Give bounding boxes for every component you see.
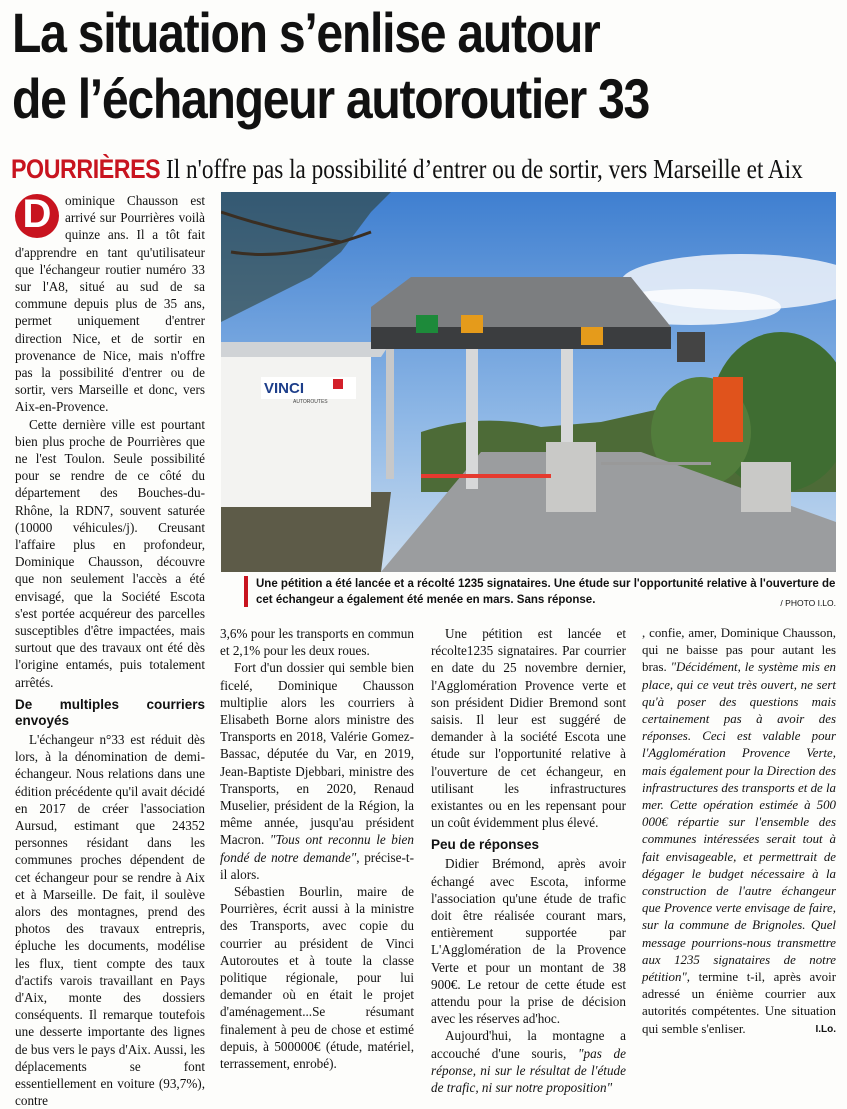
kicker-location: POURRIÈRES (11, 154, 161, 184)
vinci-sign-subtext: AUTOROUTES (293, 399, 328, 405)
paragraph-3: L'échangeur n°33 est réduit dès lors, à la dénomination de demi-échangeur. Nous relations dans une édition précédente qu'il avait décidé en 2017 de créer l'association Aursud, estimant que 24352 personnes résidant dans les communes proches dépendent de cet échangeur pour se rendre à Aix et à Marseille. De fait, il soulève alors des montagnes, prend des photos des travaux entrepris, épluche les documents, modélise les flux, tient compte des taux d'actifs varois travaillant en Pays d'Aix, monte des dossiers conséquents. Il remarque toutefois une desserte importante des lignes de bus vers le pays d'Aix. Aussi, les déplacements se font essentiellement en voiture (93,7%), contre (15, 731, 205, 1109)
section-heading-courriers: De multiples courriers envoyés (15, 696, 205, 728)
article-column-1 (15, 192, 205, 1109)
paragraph-8-end: , termine t-il, après avoir adressé un énième courrier aux autorités compétentes. Une situation qui semble s'enliser. (642, 970, 836, 1036)
article-column-2 (220, 625, 414, 1072)
paragraph-4 (220, 659, 414, 883)
photo-toll-booth (221, 192, 836, 572)
author-signature: I.Lo. (815, 1023, 836, 1035)
vinci-sign-text: VINCI (264, 380, 305, 397)
paragraph-4-end: , précise-t-il alors. (220, 849, 414, 882)
paragraph-8-quote-2: "Décidément, le système mis en place, qui ce veut très ouvert, ne sert qu'à poser des questions mais certainement pas à avoir des réponses. Ceci est valable pour l'Agglomération Provence Verte, mais également pour la Direction des infrastructures des transports et de la mer. Cette opération estimée à 500 000€ répartie sur l'ensemble des communes intéressées serait tout à fait envisageable, et permettrait de dégager le budget nécessaire à la construction de l'autre échangeur que Provence verte envisage de faire, sur la commune de Brignoles. Quel message pourrions-nous transmettre aux 1235 signataires de notre pétition" (642, 660, 836, 985)
subheadline (11, 154, 837, 184)
paragraph-1: ominique Chausson est arrivé sur Pourrières voilà quinze ans. Il a tôt fait d'apprendre en tant qu'utilisateur que l'échangeur routier numéro 33 sur l'A8, situé au sud de sa commune depuis plus de 35 ans, permet uniquement d'entrer direction Nice, et de sortir en provenance de Nice, mais n'offre pas la possibilité d'entrer ou de sortir, vers Marseille et donc, vers Aix-en-Provence. (15, 193, 205, 415)
paragraph-8-text: Aujourd'hui, la montagne a accouché d'une souris, (431, 1028, 626, 1061)
paragraph-4-quote: "Tous ont reconnu le bien fondé de notre demande" (220, 832, 415, 865)
drop-cap: D (15, 194, 59, 238)
paragraph-5: Sébastien Bourlin, maire de Pourrières, écrit aussi à la ministre des Transports, avec copie du courrier au président de Vinci Autoroutes et à toute la classe politique régionale, pour lui demander où en était le projet d'aménagement...Se résumant finalement à peu de chose et estimé depuis, à 500000€ (étude, matériel, terrassement, enrobé). (220, 884, 414, 1072)
article-column-4 (642, 625, 836, 1038)
headline-line-1: La situation s’enlise autour (12, 1, 600, 64)
paragraph-4-text: Fort d'un dossier qui semble bien ficelé, Dominique Chausson multiplie alors les courriers à Elisabeth Borne alors ministre des Transports en 2018, Valérie Gomez-Bassac, députée du Var, en 2019, Jean-Baptiste Djebbari, ministre des Transports, en 2020, Renaud Muselier, président de la Région, la même année, jusqu'au président Macron. (220, 660, 414, 848)
headline-line-2: de l’échangeur autoroutier 33 (12, 67, 650, 130)
paragraph-3-continued: 3,6% pour les transports en commun et 2,1% pour les deux roues. (220, 626, 414, 659)
article-column-3 (431, 625, 626, 1096)
paragraph-7: Didier Brémond, après avoir échangé avec Escota, informe l'association qu'une étude de trafic doit être réalisée courant mars, entièrement supportée par L'Agglomération de la Provence Verte et pour un montant de 38 900€. Le retour de cette étude est attendu pour la prise de décision avec les réserves ad'hoc. (431, 856, 626, 1027)
paragraph-8 (431, 1027, 626, 1096)
paragraph-2: Cette dernière ville est pourtant bien plus proche de Pourrières que ne l'est Toulon. Seule possibilité pour se rendre de ce côté du département des Bouches-du-Rhône, la RDN7, souvent saturée (10000 véhicules/j). Creusant l'affaire plus en profondeur, Dominique Chausson, découvre que non seulement l'accès a été envisagé, que la Société Escota s'est portée acquéreur des parcelles susceptibles d'être impactées, mais surtout que des travaux ont été dès l'origine entamés, puis totalement arrêtés. (15, 416, 205, 690)
headline (12, 0, 838, 132)
subheadline-text: Il n'offre pas la possibilité d’entrer ou de sortir, vers Marseille et Aix (166, 154, 803, 184)
photo-caption-text: Une pétition a été lancée et a récolté 1235 signataires. Une étude sur l'opportunité relative à l'ouverture de cet échangeur a également été menée en mars. Sans réponse. (256, 578, 836, 606)
paragraph-8-text-2: , confie, amer, Dominique Chausson, qui ne baisse pas pour autant les bras. (642, 626, 836, 675)
toll-booth-illustration (221, 192, 836, 572)
photo-credit: / PHOTO I.LO. (780, 598, 836, 608)
paragraph-8-continued (642, 625, 836, 1038)
paragraph-6: Une pétition est lancée et récolte1235 signataires. Par courrier en date du 25 novembre dernier, l'Agglomération Provence verte et son président Didier Bremond sont saisis. Il leur est suggéré de demander à la société Escota une étude sur l'opportunité relative à l'ouverture de cet échangeur, en utilisant les infrastructures existantes ou en les repensant pour un coût évidemment plus élevé. (431, 626, 626, 831)
paragraph-8-quote: "pas de réponse, ni sur le résultat de l'étude de trafic, ni sur notre proposition" (431, 1045, 626, 1096)
photo-caption (244, 576, 836, 608)
section-heading-reponses: Peu de réponses (431, 837, 540, 853)
